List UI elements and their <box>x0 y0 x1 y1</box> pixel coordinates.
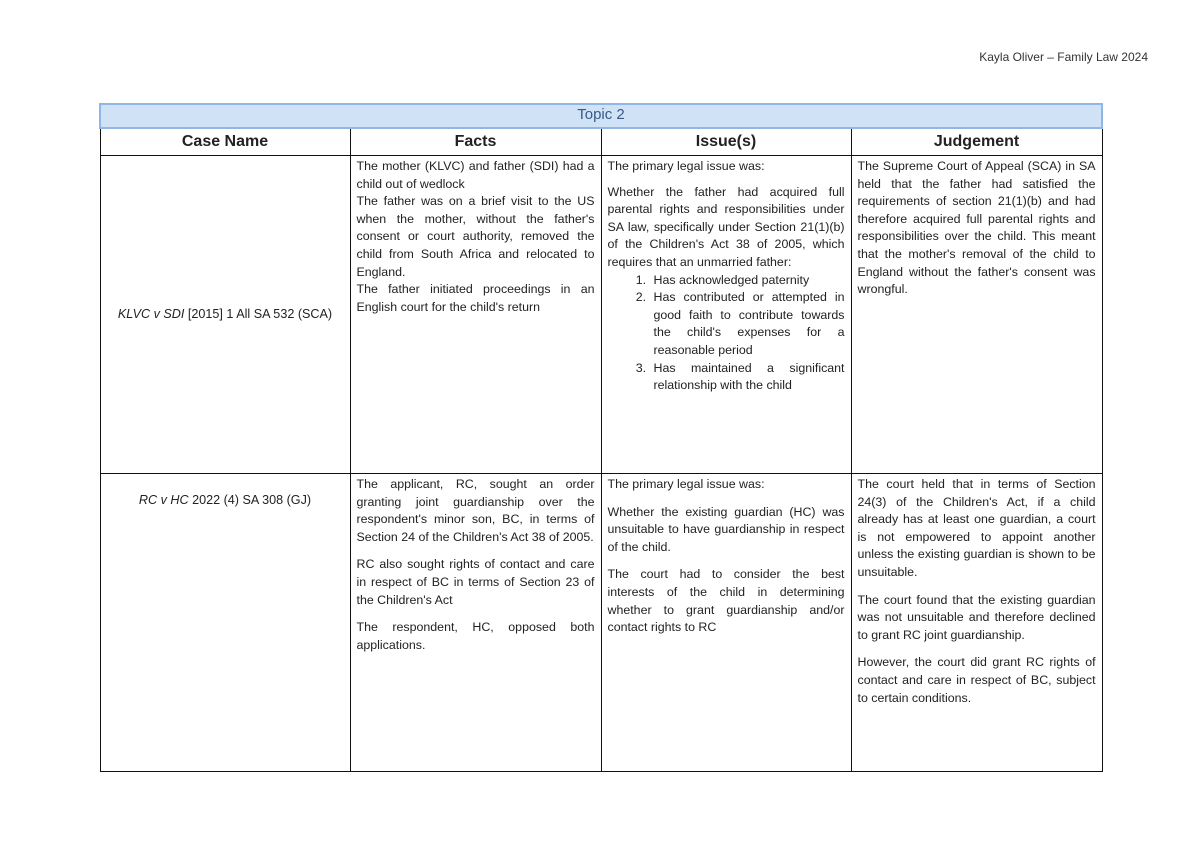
case-name-cell <box>100 156 350 474</box>
judgement-cell <box>851 156 1102 474</box>
facts-cell <box>350 474 601 772</box>
list-item: 3. Has maintained a significant relationship with the child <box>650 360 845 395</box>
table-row <box>100 474 1102 772</box>
column-header-facts: Facts <box>350 128 601 156</box>
issue-intro: The primary legal issue was: <box>607 159 765 173</box>
case-name-cell <box>100 474 350 772</box>
list-item: 1. Has acknowledged paternity <box>650 272 845 290</box>
case-name-parties: KLVC v SDI <box>117 306 185 321</box>
column-header-case-name: Case Name <box>100 128 350 156</box>
facts-paragraph: The father initiated proceedings in an English court for the child's return <box>356 282 595 314</box>
issues-cell <box>601 474 851 772</box>
facts-cell <box>350 156 601 474</box>
facts-paragraph: The applicant, RC, sought an order granting joint guardianship over the respondent's minor son, BC, in terms of Section 24 of the Children's Act 38 of 2005. <box>356 477 595 544</box>
topic-title: Topic 2 <box>100 104 1102 128</box>
column-header-issues: Issue(s) <box>601 128 851 156</box>
facts-paragraph: The respondent, HC, opposed both applications. <box>356 620 595 652</box>
facts-paragraph: RC also sought rights of contact and care in respect of BC in terms of Section 23 of the Children's Act <box>356 557 595 607</box>
facts-paragraph: The mother (KLVC) and father (SDI) had a child out of wedlock <box>356 159 595 191</box>
case-citation: [2015] 1 All SA 532 (SCA) <box>184 306 333 321</box>
case-table-container <box>99 103 1101 772</box>
issue-requirements-list <box>608 272 845 395</box>
issue-paragraph: The court had to consider the best interests of the child in determining whether to grant guardianship and/or contact rights to RC <box>607 567 845 635</box>
judgement-paragraph: However, the court did grant RC rights of contact and care in respect of BC, subject to certain conditions. <box>857 655 1096 705</box>
case-citation: 2022 (4) SA 308 (GJ) <box>188 493 312 507</box>
judgement-paragraph: The Supreme Court of Appeal (SCA) in SA held that the father had satisfied the requirements of section 21(1)(b) and had therefore acquired full parental rights and responsibilities over the child. This meant that the mother's removal of the child to England without the father's consent was wrongful. <box>857 159 1096 297</box>
facts-paragraph: The father was on a brief visit to the US when the mother, without the father's consent or court authority, removed the child from South Africa and relocated to England. <box>356 194 595 279</box>
table-header-row <box>100 128 1102 156</box>
issue-paragraph: Whether the existing guardian (HC) was unsuitable to have guardianship in respect of the child. <box>607 504 845 554</box>
judgement-paragraph: The court held that in terms of Section 24(3) of the Children's Act, if a child already has at least one guardian, a court is not empowered to appoint another unless the existing guardian is shown to be unsuitable. <box>857 477 1096 579</box>
judgement-cell <box>851 474 1102 772</box>
issues-cell <box>601 156 851 474</box>
list-item: 2. Has contributed or attempted in good faith to contribute towards the child's expenses for a reasonable period <box>650 289 845 359</box>
topic-row <box>100 104 1102 128</box>
document-header-note: Kayla Oliver – Family Law 2024 <box>979 50 1148 64</box>
judgement-paragraph: The court found that the existing guardian was not unsuitable and therefore declined to grant RC joint guardianship. <box>857 592 1096 642</box>
table-row <box>100 156 1102 474</box>
case-table <box>99 103 1103 772</box>
column-header-judgement: Judgement <box>851 128 1102 156</box>
issue-intro: The primary legal issue was: <box>607 477 765 491</box>
issue-paragraph: Whether the father had acquired full parental rights and responsibilities under SA law, specifically under Section 21(1)(b) of the Children's Act 38 of 2005, which requires that an unmarried father: <box>607 184 845 269</box>
case-name-parties: RC v HC <box>138 493 189 507</box>
